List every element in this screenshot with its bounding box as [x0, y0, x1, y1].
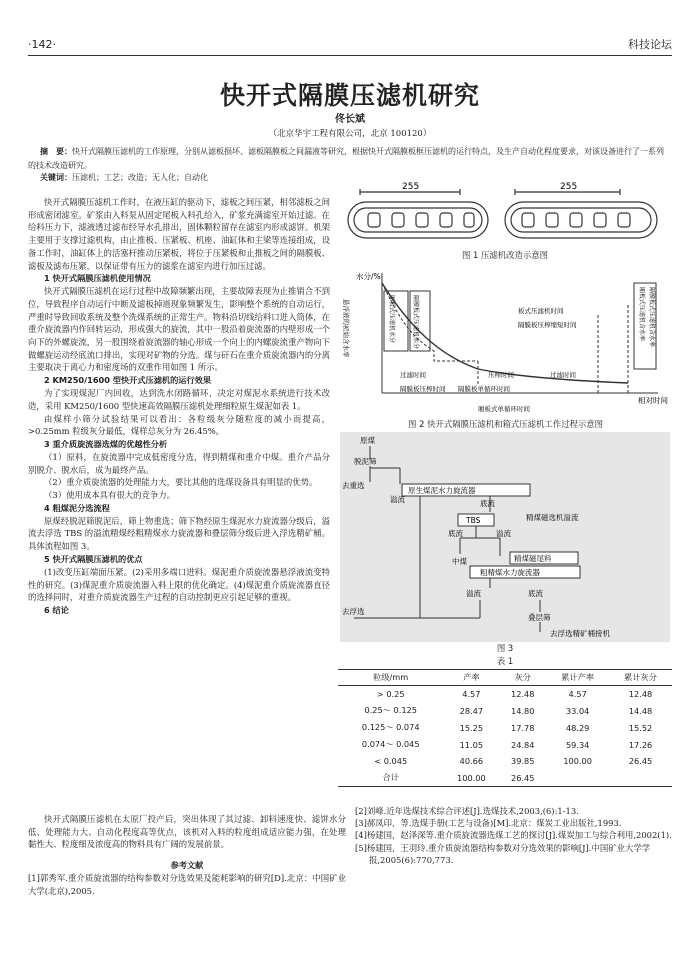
curve-label: 厢板式压滤机水分	[388, 295, 395, 344]
table-cell: 14.48	[628, 705, 653, 716]
table-cell: 0.074～ 0.045	[361, 739, 420, 749]
paragraph: 原煤经脱泥筛脱泥后，筛上物重选；筛下物经原生煤泥水力旋流器分级后，溢流去浮选 TBS 的溢流精煤经粗精煤水力旋流器和叠层筛分级后进入浮选精矿桶。具体流程如图 3。	[28, 515, 330, 552]
references-right	[355, 805, 673, 866]
flow-node: 溢流	[496, 529, 511, 538]
table-cell: 0.125～ 0.074	[361, 722, 420, 732]
table-cell: 24.84	[511, 739, 535, 750]
table-row	[338, 753, 672, 769]
author: 佟长斌	[335, 114, 365, 125]
abstract-label: 摘 要：	[40, 147, 72, 156]
figure-2-caption: 图 2 快开式隔膜压滤机和箱式压滤机工作过程示意图	[408, 419, 603, 429]
section-name: 科技论坛	[628, 38, 672, 51]
paragraph: 快开式隔膜压滤机在运行过程中故障频繁出现，主要故障表现为止推销合不到位，导致程序自动运行中断及滤板掉道现象频繁发生，影响整个系统的自动运行，严重时导致回收系统及整个洗煤系统的正常生产。物料沿切线给料口进入筒体，在重介旋流器内作回转运动，形成强大的旋流，其中一股沿着旋流器的内壁形成一个向下的外螺旋流，另一股围绕着旋流器的轴心形成一个向上的内螺旋流重产物向下做螺旋运动经底流口排出，实现对矿物的分选。煤与矸石在重介质旋流器内的分离主要取决于离心力和密度场的双重作用如图 1 所示。	[28, 286, 330, 373]
table-header: 粒级/mm	[338, 670, 443, 686]
abstract	[28, 145, 668, 172]
section-heading: 1 快开式隔膜压滤机使用情况	[44, 273, 151, 284]
seg-label: 隔膜板单循环时间	[458, 385, 510, 393]
table-cell: 12.48	[628, 689, 653, 699]
figure-3-caption: 图 3	[496, 643, 514, 653]
paragraph: （3）使用成本具有很大的竞争力。	[44, 490, 175, 501]
table-cell: 4.57	[568, 689, 587, 699]
table-row	[338, 769, 672, 787]
table-cell: 33.04	[565, 705, 590, 716]
keywords-label: 关键词：	[40, 173, 72, 182]
flow-node: 精煤磁尾料	[514, 554, 552, 563]
table-header: 灰分	[499, 670, 546, 686]
table-header: 累计产率	[546, 670, 609, 686]
section-heading: 5 快开式隔膜压滤机的优点	[44, 553, 143, 564]
table-cell: 100.00	[563, 756, 592, 766]
flow-node: 溢流	[390, 495, 405, 504]
conclusion-block	[28, 813, 346, 898]
figure-3	[340, 432, 670, 642]
flow-node: 底流	[480, 499, 495, 508]
table-cell: 11.05	[459, 739, 484, 750]
table-row	[338, 686, 672, 703]
flow-node: 精煤磁选机溢流	[526, 513, 579, 522]
flow-node: 粗精煤水力旋流器	[480, 568, 540, 577]
left-label: 悬浮液的初始含水率	[342, 299, 350, 358]
table-row	[338, 702, 672, 719]
reference: [5]杨建国，王羽玲.重介质旋流器结构参数对分选效果的影响[J].中国矿业大学学报,2005(6):770,773.	[355, 842, 651, 865]
table-cell: 26.45	[628, 756, 653, 766]
paragraph: (1)改变压缸端面压紧。(2)采用多端口进料。煤泥重介质旋流器悬浮液流变特性的研究。(3)煤泥重介质旋流器入料上限的优化确定。(4)煤泥重介质旋流器直径的选择同时，对重介质旋流器生产过程的自动控制更应引起足够的重视。	[28, 566, 330, 603]
paragraph: （1）原料，在旋流器中完成低密度分选，得到精煤和重介中煤。重介产品分别脱介、脱水后，成为最终产品。	[28, 451, 330, 475]
flow-node: 去重选	[342, 481, 365, 490]
table-row	[338, 719, 672, 736]
dim-label: 255	[560, 182, 578, 192]
table-cell: 0.25～ 0.125	[364, 705, 417, 715]
figure-1-caption: 图 1 压滤机改造示意图	[461, 250, 549, 260]
table-cell: > 0.25	[376, 689, 405, 699]
section-heading: 6 结论	[44, 604, 69, 615]
figure-1	[340, 180, 670, 250]
flow-node: 底流	[528, 589, 543, 598]
flow-node: 去浮选精矿桶接机	[550, 629, 610, 638]
table-cell: 40.66	[459, 756, 484, 766]
paragraph: 快开式隔膜压滤机工作时，在液压缸的驱动下，滤板之间压紧，相邻滤板之间形成密闭滤室。矿浆由入料泵从固定尾板入料孔给入，矿浆充满滤室开始过滤。在给料压力下，滤液透过滤布经导水孔排出，固体颗粒留存在滤室内形成滤饼。机架主要用于支撑过滤机构，由止推板、压紧板、机座、油缸体和主梁等连接组成，设备工作时，油缸体上的活塞杆推动压紧板，将位于压紧板和止推板之间的隔膜板、滤板及滤布压紧，以保证带有压力的滤浆在滤室内进行加压过滤。	[28, 197, 330, 271]
seg-label: 厢板式单循环时间	[478, 405, 530, 413]
table-1-caption: 表 1	[496, 656, 514, 666]
flow-node: TBS	[466, 516, 481, 525]
article-title: 快开式隔膜压滤机研究	[219, 81, 480, 110]
table-header-row	[338, 670, 672, 686]
flow-node: 中煤	[452, 557, 467, 566]
flow-node: 原生煤泥水力旋流器	[408, 486, 476, 495]
table-cell	[546, 769, 609, 787]
affiliation: （北京华宇工程有限公司，北京 100120）	[268, 129, 432, 139]
seg-label: 压榨时间	[488, 371, 514, 379]
table-cell	[609, 769, 672, 787]
reference: [1]郭秀军.重介质旋流器的结构参数对分选效果及能耗影响的研究[D].北京：中国矿业大学(北京),2005.	[28, 873, 346, 896]
table-cell: 15.52	[628, 722, 653, 733]
paragraph: （2）重介质旋流器的处理能力大，要比其他的选煤设备具有明显的优势。	[44, 477, 318, 488]
keywords-text: 压滤机；工艺；改造；无人化；自动化	[72, 173, 208, 182]
table-cell: 28.47	[459, 705, 484, 716]
table-cell: 17.78	[511, 722, 535, 733]
table-cell: 100.00	[443, 769, 499, 787]
left-column	[28, 196, 330, 617]
table-cell: 26.45	[499, 769, 546, 787]
y-axis-label: 水分/%	[356, 272, 381, 281]
section-heading: 3 重介质旋流器选煤的优越性分析	[44, 438, 168, 449]
figure-2	[338, 265, 673, 415]
flow-node: 溢流	[466, 589, 481, 598]
seg-label: 板式压滤机时间	[518, 307, 564, 315]
seg-label: 隔膜板压榨缩短时间	[518, 321, 577, 329]
references-title: 参考文献	[170, 860, 204, 871]
table-cell: 合计	[338, 769, 443, 787]
paragraph: 快开式隔膜压滤机在太原厂投产后，突出体现了其过滤、卸料速度快、滤饼水分低、处理能力大、自动化程度高等优点，该机对入料的粒度组成适应能力强，在处理黏性大、粒度细及浓度高的物料具有广阔的发展前景。	[28, 814, 346, 850]
section-heading: 2 KM250/1600 型快开式压滤机的运行效果	[44, 375, 212, 386]
x-axis-label: 相对时间	[638, 396, 668, 405]
table-cell: 39.85	[511, 756, 535, 766]
page-header	[28, 36, 672, 56]
flow-node: 去浮选	[342, 607, 365, 616]
reference: [2]刘峰.近年选煤技术综合评述[J].选煤技术,2003,(6):1-13.	[355, 806, 579, 816]
flow-node: 叠层筛	[528, 613, 551, 622]
table-cell: 14.80	[511, 705, 535, 716]
curve-label: 隔膜板式压滤机水分	[412, 295, 419, 350]
dim-label: 255	[402, 182, 420, 192]
table-cell: 4.57	[462, 689, 481, 699]
right-label: 隔膜板式压滤机含水率	[648, 287, 655, 348]
table-1	[338, 669, 672, 787]
seg-label: 过滤时间	[550, 371, 576, 379]
table-cell: 15.25	[459, 722, 484, 733]
reference: [3]郝凤印，等.选煤手册(工艺与设备)[M].北京：煤炭工业出版社,1993.	[355, 818, 622, 829]
table-cell: 12.48	[511, 689, 535, 699]
paragraph: 由煤样小筛分试验结果可以看出：各粒级灰分随粒度的减小而提高，>0.25mm 粒级灰分最低，煤样总灰分为 26.45%。	[28, 413, 330, 437]
reference: [4]杨建国，赵泽深等.重介质旋流器选煤工艺的探讨[J].煤炭加工与综合利用,2002(1).	[355, 830, 672, 841]
paragraph: 为了实现煤泥厂内回收，达到洗水闭路循环，决定对煤泥水系统进行技术改造，采用 KM250/1600 型快速高效隔膜压滤机处理细粒原生煤泥如表 1。	[28, 388, 330, 411]
flow-node: 底流	[448, 529, 463, 538]
table-cell: 17.26	[628, 739, 653, 750]
table-row	[338, 736, 672, 753]
flow-node: 脱泥筛	[354, 457, 377, 466]
table-cell: 59.34	[565, 739, 590, 750]
abstract-text: 快开式隔膜压滤机的工作原理，分别从滤板损坏、滤板隔膜板之间漏液等研究，根据快开式隔膜板框压滤机的运行特点，及生产自动化程度要求，对该设备进行了一系列的技术改造研究。	[28, 147, 664, 170]
seg-label: 隔膜板压榨时间	[400, 385, 446, 393]
table-header: 产率	[443, 670, 499, 686]
right-label: 厢板式压滤机含水率	[638, 287, 645, 342]
seg-label: 过滤时间	[400, 371, 426, 379]
table-header: 累计灰分	[609, 670, 672, 686]
table-cell: < 0.045	[374, 756, 408, 766]
section-heading: 4 粗煤泥分选流程	[44, 502, 110, 513]
flow-node: 原煤	[360, 436, 375, 445]
table-cell: 48.29	[565, 722, 590, 733]
page-number: ·142·	[28, 38, 56, 51]
